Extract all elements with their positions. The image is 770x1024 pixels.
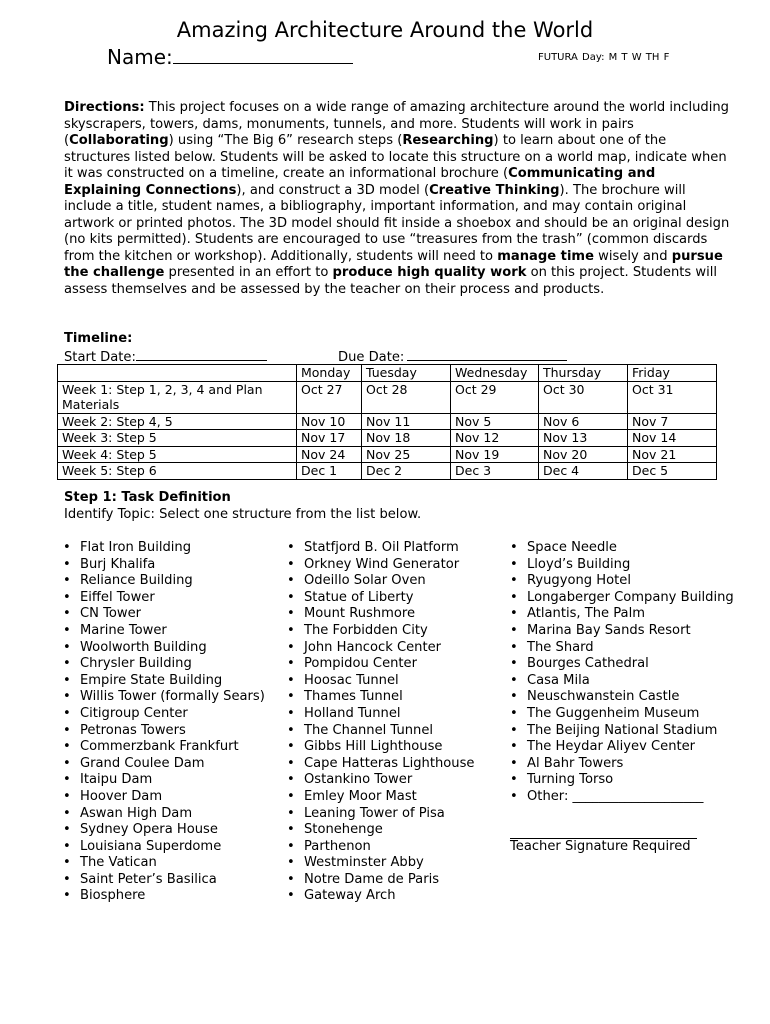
- step1-section: [64, 490, 421, 523]
- directions-bold: Creative Thinking: [429, 182, 560, 198]
- date-cell: Nov 20: [539, 446, 628, 463]
- due-date-blank: [407, 347, 567, 361]
- due-date-label: Due Date:: [338, 350, 405, 365]
- date-cell: Nov 7: [628, 413, 717, 430]
- structure-item: • Neuschwanstein Castle: [510, 689, 734, 706]
- structure-item: • Willis Tower (formally Sears): [63, 689, 265, 706]
- timeline-corner-cell: [58, 365, 297, 382]
- week-label: Week 1: Step 1, 2, 3, 4 and Plan Materials: [58, 381, 297, 413]
- structure-item: • Notre Dame de Paris: [287, 872, 474, 889]
- structure-item: • Westminster Abby: [287, 855, 474, 872]
- page-title: Amazing Architecture Around the World: [176, 18, 594, 42]
- structure-item: • Flat Iron Building: [63, 540, 265, 557]
- timeline-row: [58, 381, 717, 413]
- structure-list-col3: [510, 540, 734, 806]
- timeline-heading: Timeline:: [64, 331, 133, 346]
- structure-item: • The Vatican: [63, 855, 265, 872]
- step1-instruction: Identify Topic: Select one structure from the list below.: [64, 506, 422, 522]
- structure-item: • Orkney Wind Generator: [287, 557, 474, 574]
- structure-item: • Empire State Building: [63, 673, 265, 690]
- name-label: Name:: [107, 45, 173, 69]
- directions-bold: pursue the challenge: [64, 248, 723, 280]
- date-cell: Nov 19: [451, 446, 539, 463]
- directions-text: presented in an effort to: [164, 265, 333, 280]
- week-label: Week 2: Step 4, 5: [58, 413, 297, 430]
- directions-text: This project focuses on a wide range of amazing architecture around the world including skyscrapers, towers, dams, monuments, tunnels, and more. Students will work in pairs (: [64, 100, 729, 148]
- date-cell: Nov 10: [297, 413, 362, 430]
- structure-list-col2: [287, 540, 474, 905]
- structure-item: • Turning Torso: [510, 772, 734, 789]
- structure-item: • Marina Bay Sands Resort: [510, 623, 734, 640]
- week-label: Week 5: Step 6: [58, 463, 297, 480]
- directions-label: Directions:: [64, 100, 145, 115]
- structure-item: • Pompidou Center: [287, 656, 474, 673]
- structure-item: • Space Needle: [510, 540, 734, 557]
- structure-item: • Statfjord B. Oil Platform: [287, 540, 474, 557]
- timeline-table: [57, 364, 717, 480]
- structure-item: • Woolworth Building: [63, 640, 265, 657]
- structure-item: • Hoosac Tunnel: [287, 673, 474, 690]
- structure-item: • Louisiana Superdome: [63, 839, 265, 856]
- directions-text: on this project. Students will assess themselves and be assessed by the teacher on their process and products.: [64, 265, 718, 297]
- date-cell: Nov 17: [297, 430, 362, 447]
- structure-item: • Petronas Towers: [63, 723, 265, 740]
- structure-item: • Saint Peter’s Basilica: [63, 872, 265, 889]
- date-cell: Oct 27: [297, 381, 362, 413]
- date-cell: Nov 6: [539, 413, 628, 430]
- structure-item: • Hoover Dam: [63, 789, 265, 806]
- structure-item: • Lloyd’s Building: [510, 557, 734, 574]
- date-cell: Nov 13: [539, 430, 628, 447]
- signature-line: [510, 824, 697, 839]
- structure-item: • Emley Moor Mast: [287, 789, 474, 806]
- date-cell: Nov 21: [628, 446, 717, 463]
- date-cell: Dec 2: [362, 463, 451, 480]
- structure-item: • Reliance Building: [63, 573, 265, 590]
- structure-item: • Biosphere: [63, 888, 265, 905]
- directions-text: ), and construct a 3D model (: [236, 182, 430, 198]
- date-cell: Nov 24: [297, 446, 362, 463]
- structure-item: • The Heydar Aliyev Center: [510, 739, 734, 756]
- structure-item: • Ryugyong Hotel: [510, 573, 734, 590]
- date-cell: Dec 5: [628, 463, 717, 480]
- structure-item: • Commerzbank Frankfurt: [63, 739, 265, 756]
- directions-text: wisely and: [593, 248, 672, 264]
- structure-item: • The Channel Tunnel: [287, 723, 474, 740]
- structure-item: • Holland Tunnel: [287, 706, 474, 723]
- structure-item: • The Shard: [510, 640, 734, 657]
- day-header: Monday: [297, 365, 362, 382]
- structure-item: • Marine Tower: [63, 623, 265, 640]
- structure-item: • CN Tower: [63, 606, 265, 623]
- structure-item: • Parthenon: [287, 839, 474, 856]
- structure-item: • Odeillo Solar Oven: [287, 573, 474, 590]
- name-blank-line: [173, 43, 353, 64]
- timeline-row: [58, 463, 717, 480]
- structure-item: • Aswan High Dam: [63, 806, 265, 823]
- structure-item: • Gibbs Hill Lighthouse: [287, 739, 474, 756]
- directions-paragraph: [64, 100, 734, 298]
- directions-bold: Communicating and Explaining Connections: [64, 166, 656, 198]
- timeline-row: [58, 430, 717, 447]
- timeline-row: [58, 413, 717, 430]
- structure-item: • Grand Coulee Dam: [63, 756, 265, 773]
- directions-text: ) to learn about one of the structures listed below. Students will be asked to locate this structure on a world map, indicate when it was constructed on a timeline, create an informational brochure (: [64, 133, 727, 181]
- futura-day-line: FUTURA Day: M T W TH F: [538, 52, 670, 63]
- structure-item: • Mount Rushmore: [287, 606, 474, 623]
- date-cell: Dec 1: [297, 463, 362, 480]
- structure-item: • Leaning Tower of Pisa: [287, 806, 474, 823]
- structure-item: • Itaipu Dam: [63, 772, 265, 789]
- date-cell: Nov 18: [362, 430, 451, 447]
- structure-item: • Cape Hatteras Lighthouse: [287, 756, 474, 773]
- date-cell: Oct 29: [451, 381, 539, 413]
- structure-item: • Statue of Liberty: [287, 590, 474, 607]
- directions-bold: manage time: [497, 248, 594, 264]
- date-cell: Dec 4: [539, 463, 628, 480]
- structure-item: • Citigroup Center: [63, 706, 265, 723]
- directions-bold: Collaborating: [69, 133, 169, 148]
- date-cell: Oct 31: [628, 381, 717, 413]
- date-cell: Oct 28: [362, 381, 451, 413]
- date-cell: Oct 30: [539, 381, 628, 413]
- structure-item: • The Guggenheim Museum: [510, 706, 734, 723]
- structure-item: • Other: ____________________: [510, 789, 734, 806]
- structure-item: • The Forbidden City: [287, 623, 474, 640]
- structure-item: • Casa Mila: [510, 673, 734, 690]
- structure-item: • Stonehenge: [287, 822, 474, 839]
- date-cell: Nov 25: [362, 446, 451, 463]
- structure-item: • Al Bahr Towers: [510, 756, 734, 773]
- day-header: Friday: [628, 365, 717, 382]
- directions-bold: Researching: [402, 133, 494, 148]
- structure-item: • Chrysler Building: [63, 656, 265, 673]
- week-label: Week 4: Step 5: [58, 446, 297, 463]
- day-header: Thursday: [539, 365, 628, 382]
- date-cell: Dec 3: [451, 463, 539, 480]
- structure-item: • Eiffel Tower: [63, 590, 265, 607]
- date-cell: Nov 11: [362, 413, 451, 430]
- signature-block: [510, 824, 697, 856]
- step1-heading: Step 1: Task Definition: [64, 490, 231, 505]
- directions-bold: produce high quality work: [332, 265, 527, 280]
- start-date-label: Start Date:: [64, 350, 136, 365]
- structure-item: • Ostankino Tower: [287, 772, 474, 789]
- directions-text: ). The brochure will include a title, student names, a bibliography, important information, and may contain original artwork or printed photos. The 3D model should fit inside a shoebox and should be an original design (no kits permitted). Students are encouraged to use “treasures from the trash” (common discards from the kitchen or workshop). Additionally, students will need to: [64, 182, 730, 264]
- day-header: Wednesday: [451, 365, 539, 382]
- structure-item: • The Beijing National Stadium: [510, 723, 734, 740]
- structure-item: • Burj Khalifa: [63, 557, 265, 574]
- structure-item: • Longaberger Company Building: [510, 590, 734, 607]
- day-header: Tuesday: [362, 365, 451, 382]
- structure-item: • Atlantis, The Palm: [510, 606, 734, 623]
- structure-list-col1: [63, 540, 265, 905]
- date-cell: Nov 12: [451, 430, 539, 447]
- week-label: Week 3: Step 5: [58, 430, 297, 447]
- directions-text: ) using “The Big 6” research steps (: [168, 133, 403, 148]
- date-cell: Nov 5: [451, 413, 539, 430]
- structure-item: • Bourges Cathedral: [510, 656, 734, 673]
- start-date-blank: [136, 347, 267, 361]
- signature-label: Teacher Signature Required: [510, 839, 691, 854]
- timeline-header-row: [58, 365, 717, 382]
- structure-item: • John Hancock Center: [287, 640, 474, 657]
- structure-item: • Gateway Arch: [287, 888, 474, 905]
- name-field: [107, 43, 353, 70]
- date-cell: Nov 14: [628, 430, 717, 447]
- structure-item: • Sydney Opera House: [63, 822, 265, 839]
- timeline-row: [58, 446, 717, 463]
- structure-item: • Thames Tunnel: [287, 689, 474, 706]
